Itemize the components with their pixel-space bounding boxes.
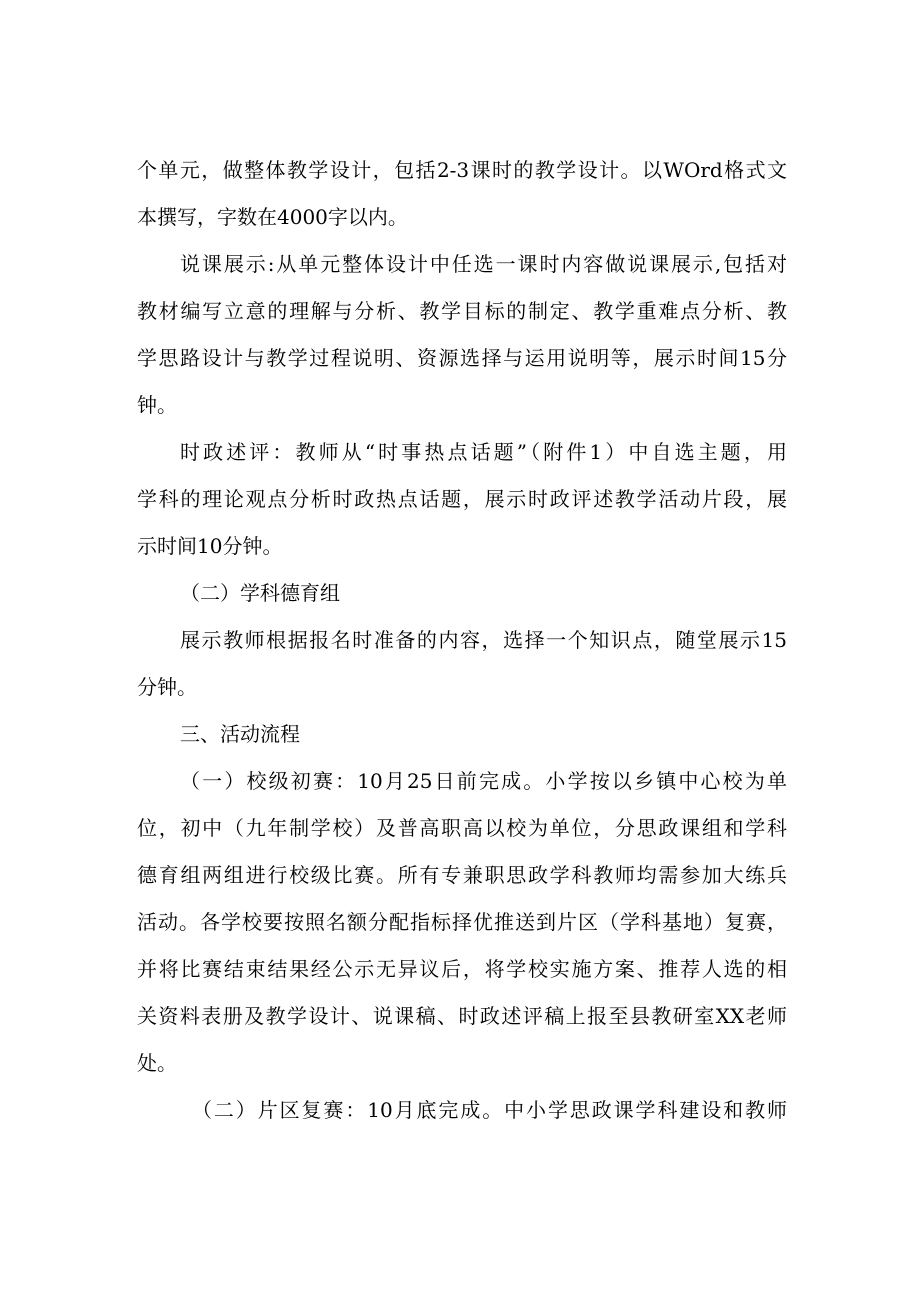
paragraph-line: （一）校级初赛：10月25日前完成。小学按以乡镇中心校为单 xyxy=(180,769,787,793)
paragraph-line: 学科的理论观点分析时政热点话题，展示时政评述教学活动片段，展 xyxy=(137,487,787,511)
paragraph-line: 钟。 xyxy=(137,393,177,417)
paragraph-line: 说课展示:从单元整体设计中任选一课时内容做说课展示,包括对 xyxy=(180,252,787,276)
paragraph-line: 位，初中（九年制学校）及普高职高以校为单位，分思政课组和学科 xyxy=(137,816,787,840)
paragraph-line: 关资料表册及教学设计、说课稿、时政述评稿上报至县教研室XX老师 xyxy=(137,1004,787,1028)
section-heading: 三、活动流程 xyxy=(180,722,300,746)
paragraph-line: 德育组两组进行校级比赛。所有专兼职思政学科教师均需参加大练兵 xyxy=(137,863,787,887)
paragraph-line: （二）片区复赛：10月底完成。中小学思政课学科建设和教师 xyxy=(192,1098,787,1122)
paragraph-line: 并将比赛结束结果经公示无异议后，将学校实施方案、推荐人选的相 xyxy=(137,957,787,981)
paragraph-line: 示时间10分钟。 xyxy=(137,534,283,558)
paragraph-line: 展示教师根据报名时准备的内容，选择一个知识点，随堂展示15 xyxy=(180,628,787,652)
paragraph-line: 处。 xyxy=(137,1051,177,1075)
paragraph-line: 分钟。 xyxy=(137,675,197,699)
section-heading: （二）学科德育组 xyxy=(180,581,340,605)
paragraph-line: 活动。各学校要按照名额分配指标择优推送到片区（学科基地）复赛， xyxy=(137,910,787,934)
paragraph-line: 时政述评：教师从“时事热点话题”（附件1）中自选主题，用 xyxy=(180,440,787,464)
paragraph-line: 教材编写立意的理解与分析、教学目标的制定、教学重难点分析、教 xyxy=(137,299,787,323)
paragraph-line: 个单元，做整体教学设计，包括2-3课时的教学设计。以WOrd格式文 xyxy=(137,158,787,182)
paragraph-line: 学思路设计与教学过程说明、资源选择与运用说明等，展示时间15分 xyxy=(137,346,787,370)
paragraph-line: 本撰写，字数在4000字以内。 xyxy=(137,205,408,229)
